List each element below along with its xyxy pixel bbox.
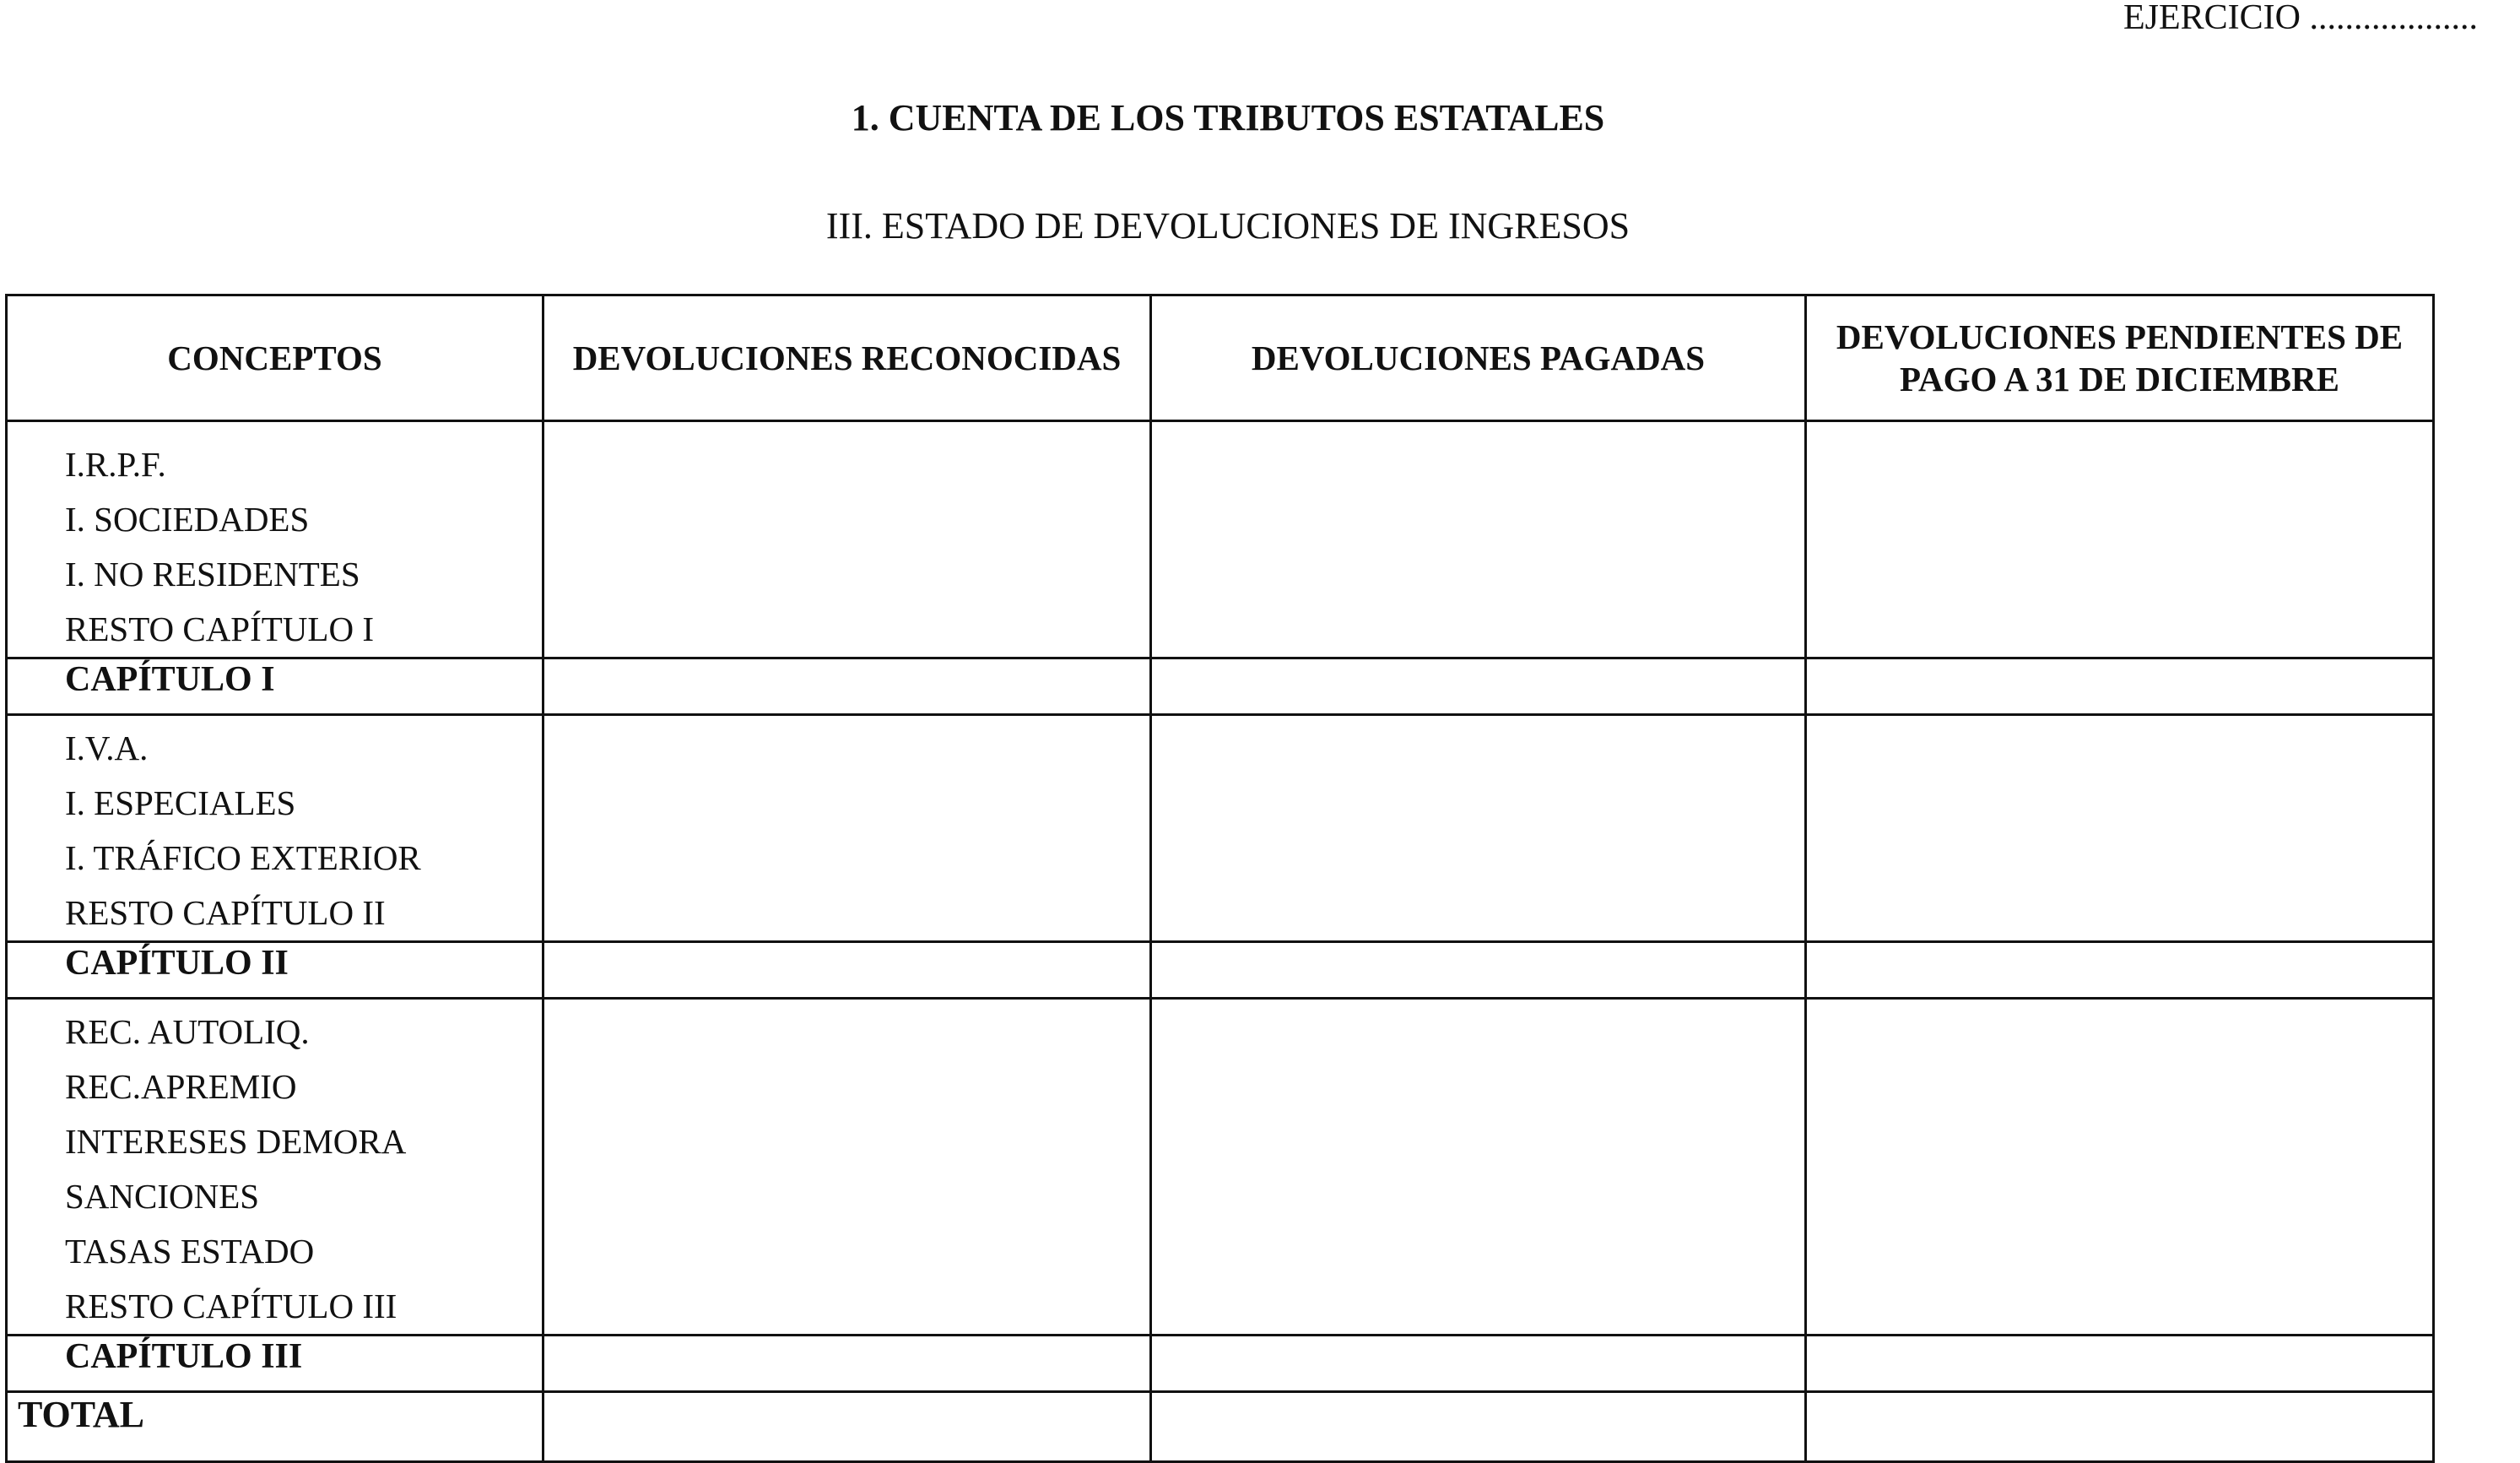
column-header-reconocidas: DEVOLUCIONES RECONOCIDAS	[543, 295, 1151, 421]
subtotal-label: CAPÍTULO II	[7, 942, 543, 999]
reconocidas-total-cell[interactable]	[543, 1392, 1151, 1462]
page-subtitle: III. ESTADO DE DEVOLUCIONES DE INGRESOS	[825, 205, 1630, 247]
pagadas-cell[interactable]	[1151, 999, 1806, 1336]
subtotal-label: CAPÍTULO I	[7, 658, 543, 715]
concept-item: REC. AUTOLIQ.	[65, 1012, 310, 1051]
reconocidas-cell[interactable]	[543, 942, 1151, 999]
pagadas-cell[interactable]	[1151, 1336, 1806, 1392]
subtotal-row	[7, 942, 2434, 999]
table-row	[7, 999, 2434, 1336]
pendientes-cell[interactable]	[1806, 658, 2434, 715]
subtotal-row	[7, 1336, 2434, 1392]
pagadas-cell[interactable]	[1151, 942, 1806, 999]
pagadas-total-cell[interactable]	[1151, 1392, 1806, 1462]
pendientes-cell[interactable]	[1806, 715, 2434, 942]
column-header-pagadas: DEVOLUCIONES PAGADAS	[1151, 295, 1806, 421]
pagadas-cell[interactable]	[1151, 421, 1806, 658]
concept-item: TASAS ESTADO	[65, 1232, 315, 1271]
reconocidas-cell[interactable]	[543, 1336, 1151, 1392]
concept-item: RESTO CAPÍTULO II	[65, 893, 386, 932]
concept-item: SANCIONES	[65, 1177, 260, 1216]
concept-item: I. SOCIEDADES	[65, 500, 310, 539]
reconocidas-cell[interactable]	[543, 658, 1151, 715]
column-header-pendientes: DEVOLUCIONES PENDIENTES DE PAGO A 31 DE DICIEMBRE	[1806, 295, 2434, 421]
table-header-row	[7, 295, 2434, 421]
reconocidas-cell[interactable]	[543, 421, 1151, 658]
concept-list	[7, 999, 543, 1336]
pendientes-cell[interactable]	[1806, 942, 2434, 999]
concept-item: INTERESES DEMORA	[65, 1122, 407, 1161]
subtotal-label: CAPÍTULO III	[7, 1336, 543, 1392]
pagadas-cell[interactable]	[1151, 658, 1806, 715]
concept-list	[7, 715, 543, 942]
total-label: TOTAL	[7, 1392, 543, 1462]
devoluciones-table	[5, 294, 2435, 1463]
pendientes-cell[interactable]	[1806, 421, 2434, 658]
pendientes-cell[interactable]	[1806, 999, 2434, 1336]
concept-item: RESTO CAPÍTULO I	[65, 610, 374, 648]
concept-item: I. TRÁFICO EXTERIOR	[65, 838, 421, 877]
concept-item: I.R.P.F.	[65, 445, 166, 484]
reconocidas-cell[interactable]	[543, 715, 1151, 942]
subtotal-row	[7, 658, 2434, 715]
pagadas-cell[interactable]	[1151, 715, 1806, 942]
concept-list	[7, 421, 543, 658]
page-title: 1. CUENTA DE LOS TRIBUTOS ESTATALES	[851, 97, 1605, 138]
pendientes-total-cell[interactable]	[1806, 1392, 2434, 1462]
pendientes-cell[interactable]	[1806, 1336, 2434, 1392]
reconocidas-cell[interactable]	[543, 999, 1151, 1336]
concept-item: REC.APREMIO	[65, 1067, 297, 1106]
total-row	[7, 1392, 2434, 1462]
concept-item: I. NO RESIDENTES	[65, 555, 360, 593]
concept-item: I.V.A.	[65, 729, 149, 767]
column-header-conceptos: CONCEPTOS	[7, 295, 543, 421]
table-row	[7, 421, 2434, 658]
concept-item: I. ESPECIALES	[65, 783, 296, 822]
table-row	[7, 715, 2434, 942]
ejercicio-field: EJERCICIO ...................	[2123, 0, 2478, 37]
concept-item: RESTO CAPÍTULO III	[65, 1287, 397, 1325]
